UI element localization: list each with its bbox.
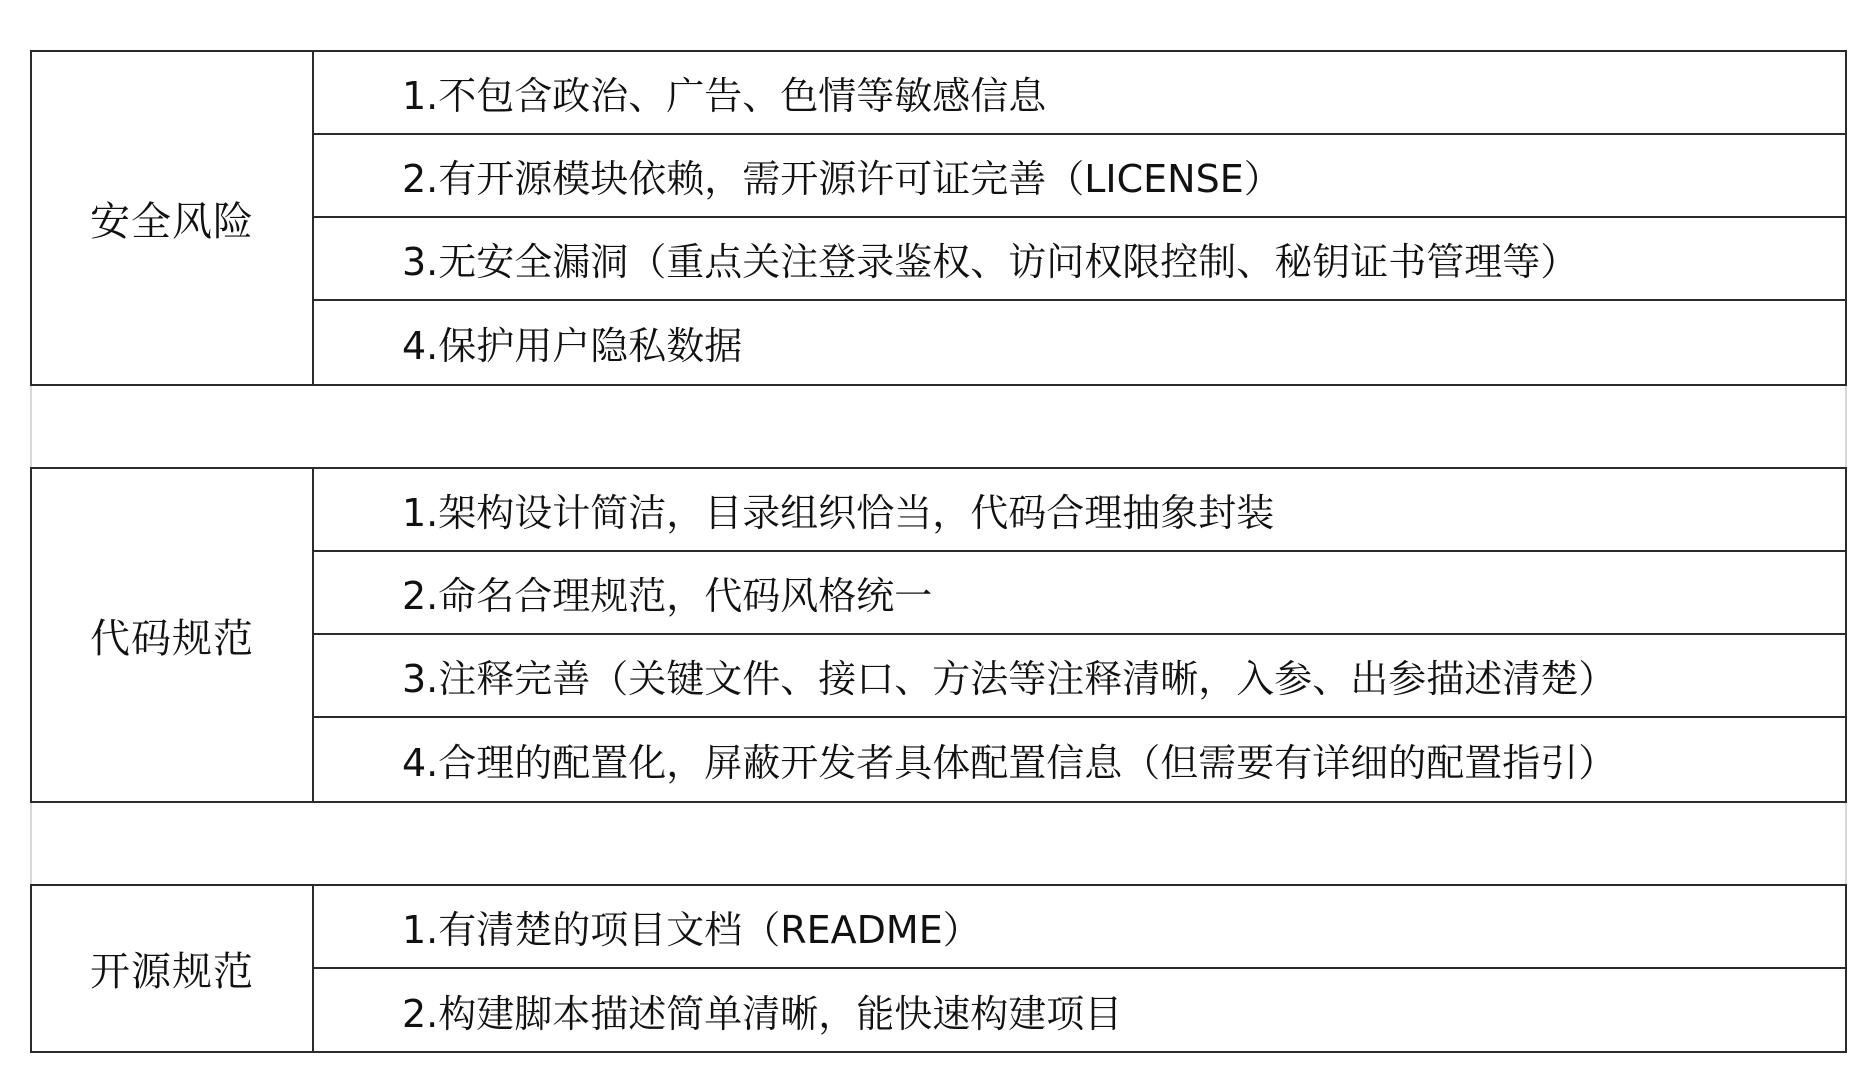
- section-gap: [30, 386, 1847, 468]
- checklist-item: 2.有开源模块依赖，需开源许可证完善（LICENSE）: [314, 135, 1845, 218]
- section-open-source-standards: [30, 884, 1847, 1053]
- section-title-cell: [32, 52, 314, 384]
- checklist-item: 4.保护用户隐私数据: [402, 324, 743, 368]
- section-items: [314, 886, 1845, 1051]
- checklist-item: 4.合理的配置化，屏蔽开发者具体配置信息（但需要有详细的配置指引）: [402, 741, 1617, 785]
- section-title: 代码规范: [90, 615, 254, 662]
- section-title-cell: [32, 886, 314, 1051]
- section-security-risk: [30, 50, 1847, 386]
- checklist-item: 3.注释完善（关键文件、接口、方法等注释清晰，入参、出参描述清楚）: [314, 635, 1845, 718]
- section-items: [314, 52, 1845, 384]
- section-code-standards: [30, 467, 1847, 803]
- checklist-item: 2.命名合理规范，代码风格统一: [314, 552, 1845, 635]
- section-title: 开源规范: [90, 949, 254, 995]
- checklist-item: 1.架构设计简洁，目录组织恰当，代码合理抽象封装: [314, 469, 1845, 552]
- section-title: 安全风险: [90, 198, 254, 245]
- checklist-item: 2.构建脚本描述简单清晰，能快速构建项目: [402, 992, 1123, 1036]
- checklist-item: 1.有清楚的项目文档（README）: [314, 886, 1845, 969]
- section-title-cell: [32, 469, 314, 801]
- checklist-item: 3.无安全漏洞（重点关注登录鉴权、访问权限控制、秘钥证书管理等）: [314, 218, 1845, 301]
- section-items: [314, 469, 1845, 801]
- checklist-item: 1.不包含政治、广告、色情等敏感信息: [314, 52, 1845, 135]
- section-gap: [30, 803, 1847, 885]
